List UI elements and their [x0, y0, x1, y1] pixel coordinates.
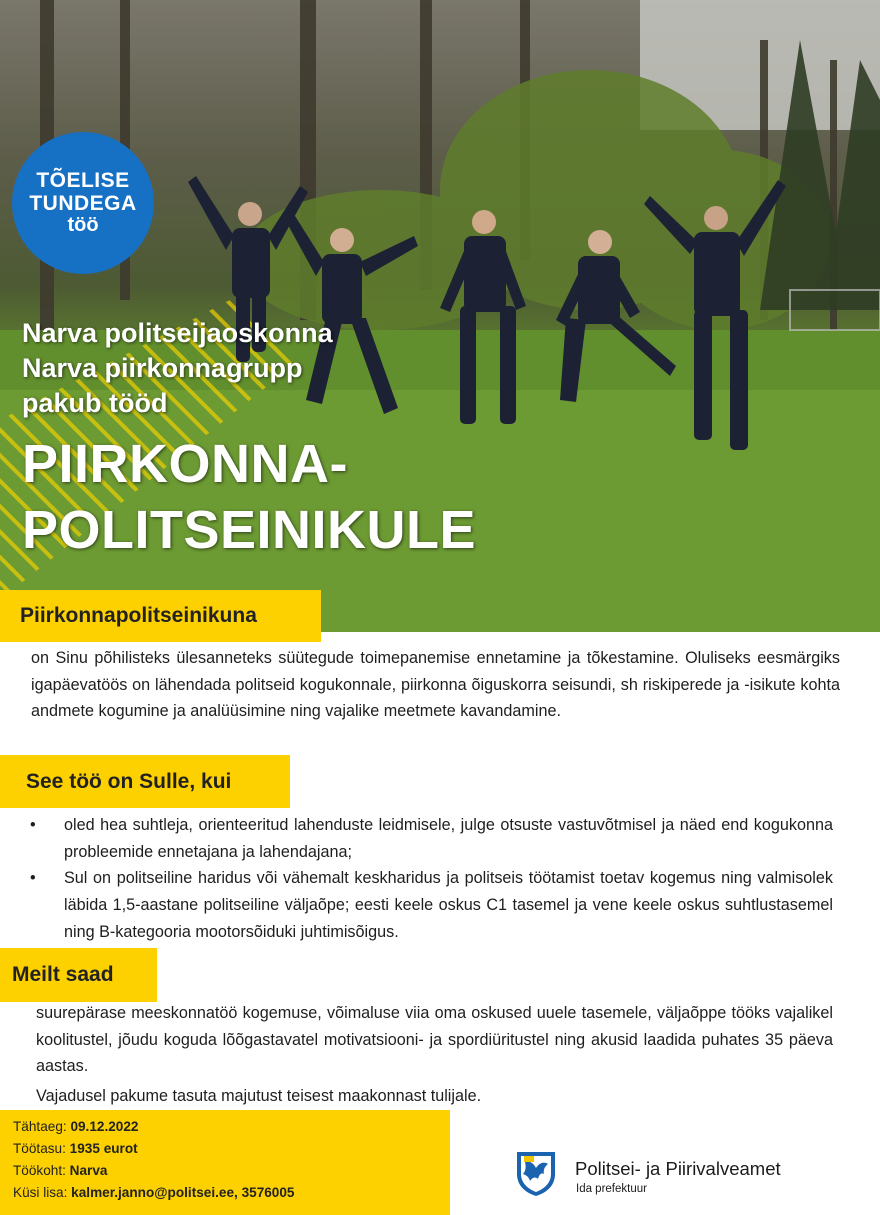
accommodation-note: Vajadusel pakume tasuta majutust teisest maakonnast tulijale. — [36, 1087, 482, 1105]
badge-line-2: TUNDEGA — [29, 191, 137, 215]
section-heading-benefits: Meilt saad — [0, 948, 157, 1002]
contact-row — [13, 1182, 450, 1204]
contact-label: Küsi lisa: — [13, 1185, 72, 1200]
slogan-badge — [12, 132, 154, 274]
badge-line-3: töö — [67, 213, 99, 236]
organisation-unit: Ida prefektuur — [576, 1183, 647, 1195]
hero-line-1: Narva politseijaoskonna — [22, 318, 333, 348]
badge-line-1: TÕELISE — [36, 169, 130, 193]
list-item-text: oled hea suhtleja, orienteeritud lahenduste leidmisele, julge otsuste vastuvõtmisel ja näed end kogukonna probleemide ennetajana ja lahendajana; — [64, 816, 833, 861]
salary-label: Töötasu: — [13, 1141, 70, 1156]
role-description: on Sinu põhilisteks ülesanneteks süütegude toimepanemise ennetamine ja tõkestamine. Oluliseks eesmärgiks igapäevatöös on lähendada politseid kogukonnale, piirkonna õiguskorra seisundi, sh riskiperede ja -isikute kohta andmete kogumine ja analüüsimine ning vajalike meetmete kavandamine. — [31, 649, 840, 721]
contact-value[interactable]: kalmer.janno@politsei.ee, 3576005 — [71, 1185, 295, 1200]
job-title-line-2: POLITSEINIKULE — [22, 500, 477, 560]
location-row — [13, 1160, 450, 1182]
hero-heading — [22, 316, 476, 563]
bullet-icon: • — [30, 869, 36, 888]
benefits-description: suurepärase meeskonnatöö kogemuse, võimaluse viia oma oskused uuele tasemele, väljaõppe tööks vajalikel koolitustel, jõudu koguda lõõgastavatel motivatsiooni- ja spordiüritustel ning akusid laadida puhates 35 päeva aastas. — [36, 1004, 833, 1076]
requirements-list — [30, 812, 833, 946]
deadline-value: 09.12.2022 — [70, 1119, 139, 1134]
salary-row — [13, 1138, 450, 1160]
section-heading-requirements: See töö on Sulle, kui — [0, 755, 290, 808]
section-heading-role: Piirkonnapolitseinikuna — [0, 590, 321, 642]
list-item-text: Sul on politseiline haridus või vähemalt keskharidus ja politseis töötamist toetav kogemus ning valmisolek läbida 1,5-aastane politseiline väljaõpe; eesti keele oskus C1 tasemel ja vene keele oskus suhtlustasemel ning B-kategooria mootorsõiduki juhtimisõigus. — [64, 869, 833, 941]
ppa-logo — [514, 1148, 844, 1198]
deadline-label: Tähtaeg: — [13, 1119, 71, 1134]
deadline-row — [13, 1116, 450, 1138]
list-item — [30, 812, 833, 865]
salary-value: 1935 eurot — [69, 1141, 138, 1156]
organisation-name: Politsei- ja Piirivalveamet — [575, 1158, 781, 1179]
location-label: Töökoht: — [13, 1163, 70, 1178]
bullet-icon: • — [30, 816, 36, 834]
job-info-box — [0, 1110, 450, 1215]
list-item — [30, 865, 833, 945]
job-title-line-1: PIIRKONNA- — [22, 434, 348, 494]
shield-icon — [514, 1148, 558, 1198]
hero-line-2: Narva piirkonnagrupp — [22, 353, 303, 383]
location-value: Narva — [69, 1163, 108, 1178]
hero-line-3: pakub tööd — [22, 388, 168, 418]
